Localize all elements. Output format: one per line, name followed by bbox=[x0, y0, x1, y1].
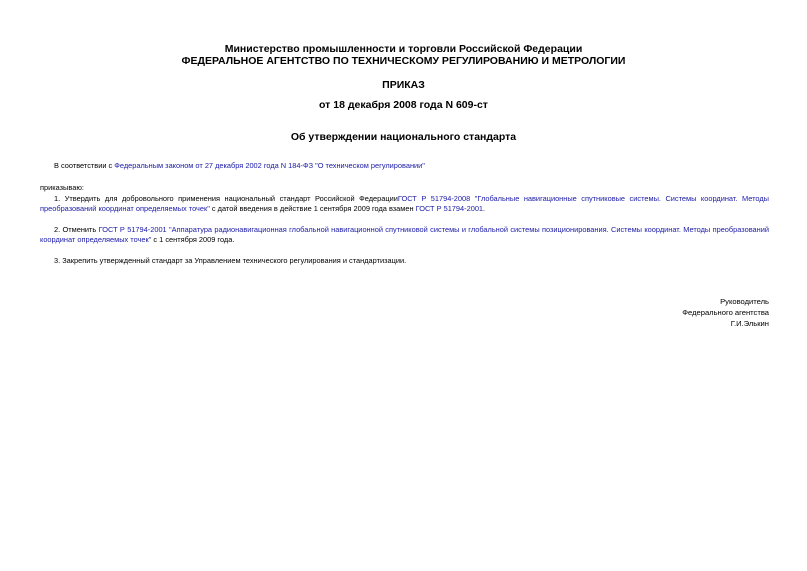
item-3-paragraph: 3. Закрепить утвержденный стандарт за Управлением технического регулирования и стандартизации. bbox=[54, 256, 407, 265]
signature-title: Руководитель bbox=[720, 297, 769, 306]
signature-name: Г.И.Элькин bbox=[730, 319, 769, 328]
basis-paragraph bbox=[54, 161, 769, 171]
federal-law-link[interactable]: Федеральным законом от 27 декабря 2002 года N 184-ФЗ "О техническом регулировании" bbox=[114, 161, 425, 170]
item-1-tail: . bbox=[483, 204, 486, 213]
basis-prefix: В соответствии с bbox=[54, 161, 115, 170]
gost-2001-link[interactable]: ГОСТ Р 51794-2001 bbox=[415, 204, 484, 213]
item-2-lead: 2. Отменить bbox=[54, 225, 99, 234]
order-word: приказываю: bbox=[40, 183, 84, 192]
item-1-paragraph bbox=[40, 194, 769, 214]
gost-2001-cancel-link[interactable]: ГОСТ Р 51794-2001 "Аппаратура радионавигационная глобальной навигационной спутниковой системы и глобальной системы позиционирования. Системы координат. Методы преобразований координат определяемых точек" bbox=[40, 225, 769, 244]
document-type: ПРИКАЗ bbox=[382, 79, 425, 91]
document-date: от 18 декабря 2008 года N 609-ст bbox=[319, 99, 488, 111]
item-1-mid: с датой введения в действие 1 сентября 2009 года взамен bbox=[209, 204, 416, 213]
signature-agency: Федерального агентства bbox=[682, 308, 769, 317]
item-2-paragraph bbox=[40, 225, 769, 245]
item-1-lead: 1. Утвердить для добровольного применения национальный стандарт Российской Федерации bbox=[54, 194, 398, 203]
agency-title: ФЕДЕРАЛЬНОЕ АГЕНТСТВО ПО ТЕХНИЧЕСКОМУ РЕГУЛИРОВАНИЮ И МЕТРОЛОГИИ bbox=[181, 55, 626, 67]
item-2-tail: с 1 сентября 2009 года. bbox=[151, 235, 235, 244]
ministry-title: Министерство промышленности и торговли Российской Федерации bbox=[224, 43, 583, 55]
document-subject: Об утверждении национального стандарта bbox=[290, 131, 517, 143]
gost-2008-link[interactable]: ГОСТ Р 51794-2008 "Глобальные навигационные спутниковые системы. Системы координат. Методы преобразований координат определяемых точек" bbox=[40, 194, 769, 213]
